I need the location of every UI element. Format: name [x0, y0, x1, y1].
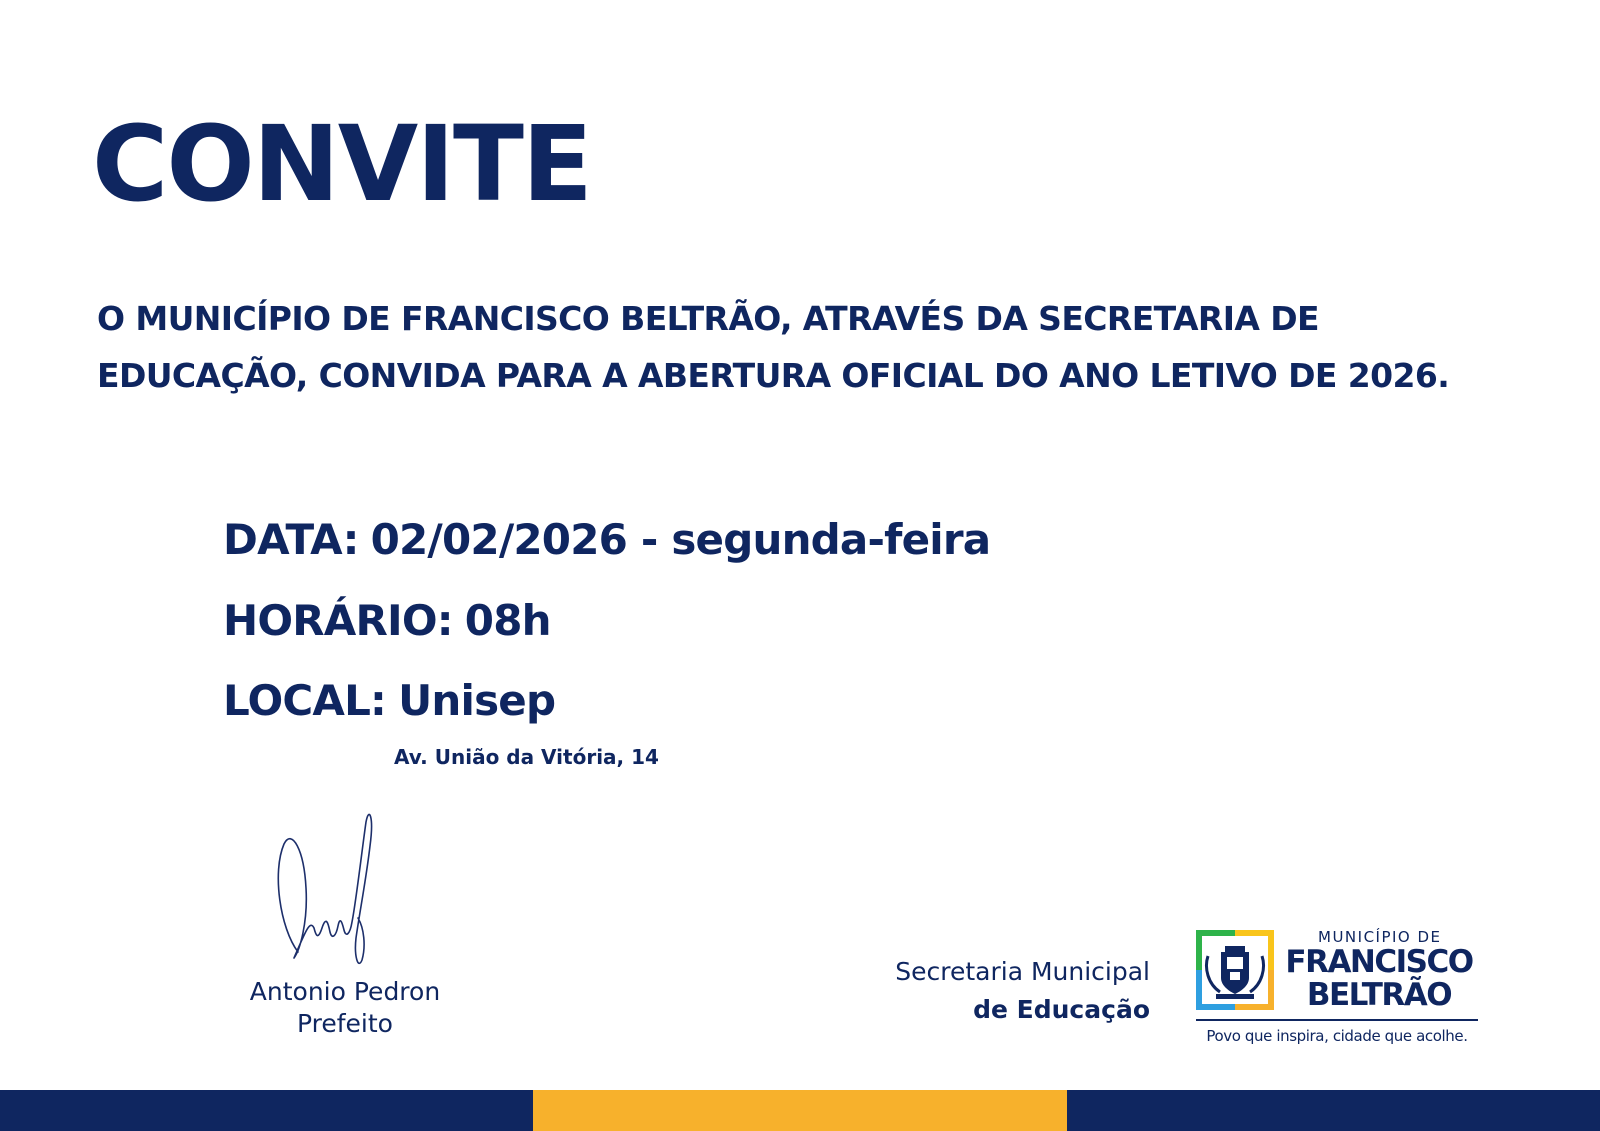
- event-time-label: HORÁRIO:: [223, 596, 453, 645]
- event-time-row: [223, 596, 551, 645]
- event-place-label: LOCAL:: [223, 676, 387, 725]
- secretaria-line-1: Secretaria Municipal: [895, 957, 1150, 986]
- footer-color-bar: [0, 1090, 1600, 1131]
- logo-wordmark-line-1: FRANCISCO: [1285, 944, 1473, 980]
- municipality-logo: [1196, 928, 1486, 1050]
- event-date-value: 02/02/2026 - segunda-feira: [370, 515, 991, 564]
- event-time-value: 08h: [464, 596, 551, 645]
- signer-name: Antonio Pedron: [249, 977, 441, 1006]
- event-date-row: [223, 515, 991, 564]
- signer-role: Prefeito: [297, 1009, 393, 1038]
- event-date-label: DATA:: [223, 515, 359, 564]
- event-address: Av. União da Vitória, 14: [394, 745, 659, 769]
- page-title: CONVITE: [92, 103, 591, 225]
- invitation-text: [97, 290, 1577, 404]
- invitation-text-line-1: O MUNICÍPIO DE FRANCISCO BELTRÃO, ATRAVÉS DA SECRETARIA DE: [97, 299, 1319, 338]
- signer-block: [230, 976, 460, 1040]
- logo-subtitle: MUNICÍPIO DE: [1318, 928, 1442, 946]
- footer-segment-left: [0, 1090, 533, 1131]
- logo-divider: [1196, 1019, 1478, 1021]
- invitation-text-line-2: EDUCAÇÃO, CONVIDA PARA A ABERTURA OFICIAL DO ANO LETIVO DE 2026.: [97, 356, 1450, 395]
- logo-wordmark-line-2: BELTRÃO: [1306, 977, 1452, 1013]
- footer-segment-center: [533, 1090, 1066, 1131]
- secretaria-line-2: de Educação: [973, 995, 1150, 1024]
- logo-slogan: Povo que inspira, cidade que acolhe.: [1206, 1027, 1468, 1045]
- secretaria-label: [820, 953, 1150, 1029]
- footer-segment-right: [1067, 1090, 1600, 1131]
- event-place-row: [223, 676, 556, 725]
- event-place-value: Unisep: [398, 676, 556, 725]
- logo-wordmark: [1284, 946, 1474, 1012]
- signature-image: [270, 810, 400, 980]
- coat-of-arms-emblem-icon: [1196, 930, 1274, 1010]
